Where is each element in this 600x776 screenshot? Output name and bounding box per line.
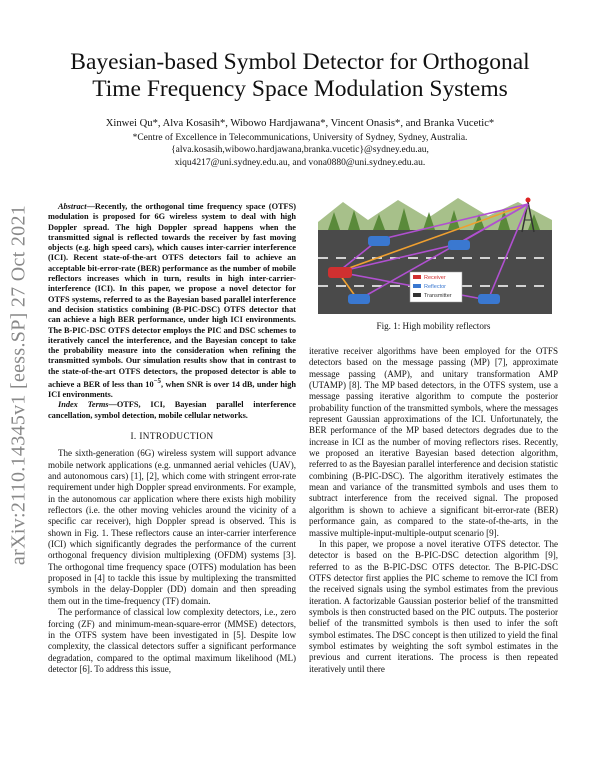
reflector-car-icon	[368, 236, 390, 246]
figure-legend	[410, 272, 462, 302]
reflector-car-icon	[448, 240, 470, 250]
right-column	[309, 346, 558, 675]
title-line-2: Time Frequency Space Modulation Systems	[92, 76, 508, 102]
section-heading-introduction: I. INTRODUCTION	[130, 431, 214, 441]
intro-paragraph-1: The sixth-generation (6G) wireless system will support advance mobile network applications (e.g. unmanned aerial vehicles (UAV), and autonomous cars) [1], [2], which come with stringent error-rate requirement under high Doppler spread environments. For example, in the autonomous car application where there exists high mobility reflectors (i.e. the other moving vehicles around the vicinity of a specific car receiver), high Doppler spread is observed. This is shown in Fig. 1. These reflectors cause an inter-carrier interference (ICI) which significantly degrades the performance of the current orthogonal frequency division multiplexing (OFDM) systems [3]. The orthogonal time frequency space (OTFS) modulation has been proposed in [4] to tackle this issue by multiplexing the transmitted symbols in the delay-Doppler (DD) domain and then spreading them out in the time-frequency (TF) domain.	[48, 448, 296, 606]
intro-paragraph-2: The performance of classical low complexity detectors, i.e., zero forcing (ZF) and minimum-mean-square-error (MMSE) detectors, in the OTFS system have been investigated in [5]. Despite low complexity, the classical detectors suffer a significant performance degradation, compared to the optimal maximum likelihood (ML) detector [6]. To address this issue,	[48, 607, 296, 674]
reflector-car-icon	[478, 294, 500, 304]
emails-line-2: xiqu4217@uni.sydney.edu.au, and vona0880@uni.sydney.edu.au.	[174, 157, 426, 168]
author-list: Xinwei Qu*, Alva Kosasih*, Wibowo Hardjawana*, Vincent Onasis*, and Branka Vucetic*	[105, 118, 495, 129]
reflector-car-icon	[348, 294, 370, 304]
abstract: Abstract—Recently, the orthogonal time frequency space (OTFS) modulation is proposed for 6G wireless system to deal with high Doppler spread. The high Doppler spread happens when the transmitted signal is reflected towards the receiver by fast moving objects (e.g. high speed cars), which causes inter-carrier interference (ICI). Recent state-of-the-art OTFS detectors fail to achieve an acceptable bit-error-rate (BER) performance as the number of mobile reflectors increases which in turn, results in high inter-carrier-interference (ICI). In this paper, we propose a novel detector for OTFS systems, referred to as the Bayesian based parallel interference and decision statistics combining (B-PIC-DSC) OTFS detector that can achieve a high BER performance, under high ICI environments. The B-PIC-DSC OTFS detector employs the PIC and DSC schemes to iteratively cancel the interference, and the Bayesian concept to take the probability measure into the consideration when refining the transmitted symbols. Our simulation results show that in contrast to the state-of-the-art OTFS detectors, the proposed detector is able to achieve a BER of less than $10^{-5}$, when SNR is over 14 dB, under high ICI environments.	[48, 202, 296, 400]
affiliation-block	[40, 132, 560, 169]
legend-reflector: Reflector	[424, 284, 447, 290]
affiliation: *Centre of Excellence in Telecommunications, University of Sydney, Sydney, Australia.	[132, 133, 468, 143]
legend-receiver: Receiver	[424, 275, 446, 281]
figure-caption: Fig. 1: High mobility reflectors	[376, 321, 491, 331]
figure-high-mobility-reflectors	[318, 192, 552, 314]
arxiv-stamp: arXiv:2110.14345v1 [eess.SP] 27 Oct 2021	[7, 204, 30, 566]
abstract-label: Abstract	[58, 202, 87, 211]
legend-transmitter: Transmitter	[424, 293, 452, 299]
right-paragraph-1: iterative receiver algorithms have been employed for the OTFS detectors based on the message passing (MP) [7], approximate message passing (AMP), and unitary transformation AMP (UTAMP) [8]. The MP based detectors, in the OTFS system, use a message passing iterative algorithm to compute the posterior probability function of the transmitted symbols, where the messages represent Gaussian approximations of the ICI. Unfortunately, the BER performance of the MP based detectors degrades due to the increase in ICI as the number of moving reflectors rises. Recently, we proposed an iterative Bayesian based detection algorithm, referred to as the Bayesian parallel interference and decision statistic combining (B-PIC-DSC). The algorithm iteratively estimates the mean and variance of the transmitted symbols and uses them to subtract interference from the received signal. The proposed algorithm is shown to achieve a significant bit-error-rate (BER) performance gain, as compared to the state-of-the-arts, in the massive multiple-input-multiple-output scenario [9].	[309, 346, 558, 538]
right-paragraph-2: In this paper, we propose a novel iterative OTFS detector. The detector is based on the B-PIC-DSC detection algorithm [9], referred to as the B-PIC-DSC OTFS detector. The B-PIC-DSC OTFS detector first applies the PIC scheme to remove the ICI from the received signals using the symbol estimates from the previous iteration. A factorizable Gaussian posterior belief of the transmitted symbols is then constructed based on the PIC outputs. The posterior belief of the transmitted symbols is then used to infer the soft symbol estimates. The DSC concept is then utilized to yield the final symbol estimates by weighting the soft symbol estimates in the previous and current iterations. The process is then repeated iteratively until there	[309, 538, 558, 674]
emails-line-1: {alva.kosasih,wibowo.hardjawana,branka.vucetic}@sydney.edu.au,	[171, 145, 429, 156]
paper-title	[40, 49, 560, 103]
left-column	[48, 202, 296, 675]
title-line-1: Bayesian-based Symbol Detector for Orthogonal	[70, 49, 530, 75]
index-terms-label: Index Terms	[58, 400, 109, 410]
receiver-car-icon	[328, 267, 352, 278]
index-terms: Index Terms—OTFS, ICI, Bayesian parallel interference cancellation, symbol detection, mobile cellular networks.	[48, 400, 296, 420]
